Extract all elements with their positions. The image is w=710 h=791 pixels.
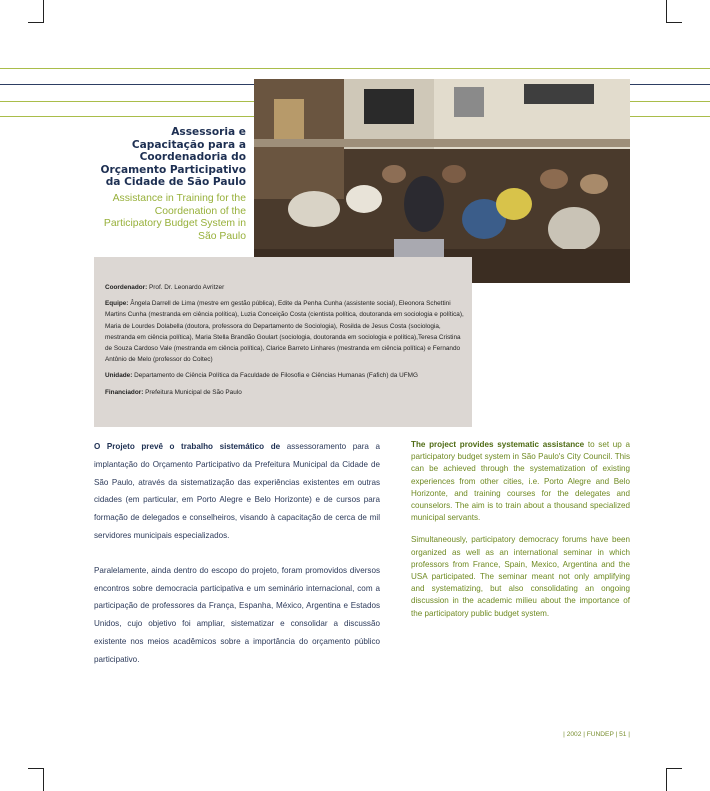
crop-mark xyxy=(28,22,44,23)
unit-label: Unidade: xyxy=(105,372,133,380)
coordinator-label: Coordenador: xyxy=(105,284,148,291)
coordinator-value: Prof. Dr. Leonardo Avritzer xyxy=(149,284,225,291)
paragraph-lead: O Projeto prevê o trabalho sistemático de xyxy=(94,442,281,451)
crop-mark xyxy=(666,768,667,791)
paragraph-lead: The project provides systematic assistance xyxy=(411,440,585,449)
page-subtitle-english: Assistance in Training for the Coordenation of the Participatory Budget System in São Paulo xyxy=(103,193,246,242)
team-value: Ângela Darrell de Lima (mestre em gestão pública), Edite da Penha Cunha (assistente social), Eleonora Schettini Martins Cunha (mestranda em ciência política), Luzia Conceição Costa (cientista política, doutoranda em sociologia e política), Maria de Lourdes Dolabella (doutora, professora do Departamento de Sociologia), Rosilda de Jesus Costa (sociologia, mestranda em ciência política), Maria Stella Brandão Goulart (sociologia, doutoranda em sociologia e política),Teresa Cristina de Souza Cardoso Vale (mestranda em ciência política), Clarice Barreto Linhares (mestranda em ciência política) e Fernando Antônio de Melo (professor do Coltec) xyxy=(105,300,464,364)
paragraph-text: assessoramento para a implantação do Orçamento Participativo da Prefeitura Municipal da Cidade de São Paulo, através da sistematização das experiências existentes em outras cidades (em particular, em Porto Alegre e Belo Horizonte) e de cursos para formação de delegados e conselheiros, visando à capacitação de cerca de mil servidores municipais especializados. xyxy=(94,442,380,540)
page-footer: | 2002 | FUNDEP | 51 | xyxy=(563,731,630,738)
coordinator-line xyxy=(105,282,465,293)
paragraph: Paralelamente, ainda dentro do escopo do projeto, foram promovidos diversos encontros sobre democracia participativa e um seminário internacional, com a participação de professores da França, Espanha, México, Argentina e Estados Unidos, cujo objetivo foi ampliar, sistematizar e consolidar a discussão existente nos meios acadêmicos sobre a importância do orçamento público participativo. xyxy=(94,565,380,664)
paragraph-text: to set up a participatory budget system in São Paulo's City Council. This can be achieved through the systematization of existing experiences from other cities, i.e. Porto Alegre and Belo Horizonte, and training courses for the delegates and counselors. The aim is to train about a thousand specialized municipal servants. xyxy=(411,440,630,523)
unit-line xyxy=(105,370,465,381)
crop-mark xyxy=(43,768,44,791)
body-english xyxy=(411,439,630,630)
page-title: Assessoria e Capacitação para a Coordenadoria do Orçamento Participativo da Cidade de São Paulo xyxy=(100,126,246,189)
crop-mark xyxy=(28,768,44,769)
paragraph xyxy=(94,438,380,545)
team-line xyxy=(105,298,465,365)
crop-mark xyxy=(666,0,667,22)
header-rule xyxy=(0,68,710,69)
funder-value: Prefeitura Municipal de São Paulo xyxy=(145,388,242,396)
funder-label: Financiador: xyxy=(105,388,144,396)
crop-mark xyxy=(666,768,682,769)
meeting-photo xyxy=(254,79,630,283)
body-portuguese xyxy=(94,438,380,686)
crop-mark xyxy=(666,22,682,23)
paragraph xyxy=(411,439,630,524)
project-info-box xyxy=(94,257,472,427)
team-label: Equipe: xyxy=(105,300,129,308)
crop-mark xyxy=(43,0,44,22)
funder-line xyxy=(105,387,465,398)
paragraph: Simultaneously, participatory democracy forums have been organized as well as an international seminar in which professors from France, Spain, Mexico, Argentina and the USA participated. The seminar meant not only amplifying and systematizing, but also consolidating an ongoing discussion in the academic milieu about the importance of the participatory public budget system. xyxy=(411,535,630,618)
meeting-photo-icon xyxy=(254,79,630,283)
unit-value: Departamento de Ciência Política da Faculdade de Filosofia e Ciências Humanas (Fafich) da UFMG xyxy=(134,372,418,380)
